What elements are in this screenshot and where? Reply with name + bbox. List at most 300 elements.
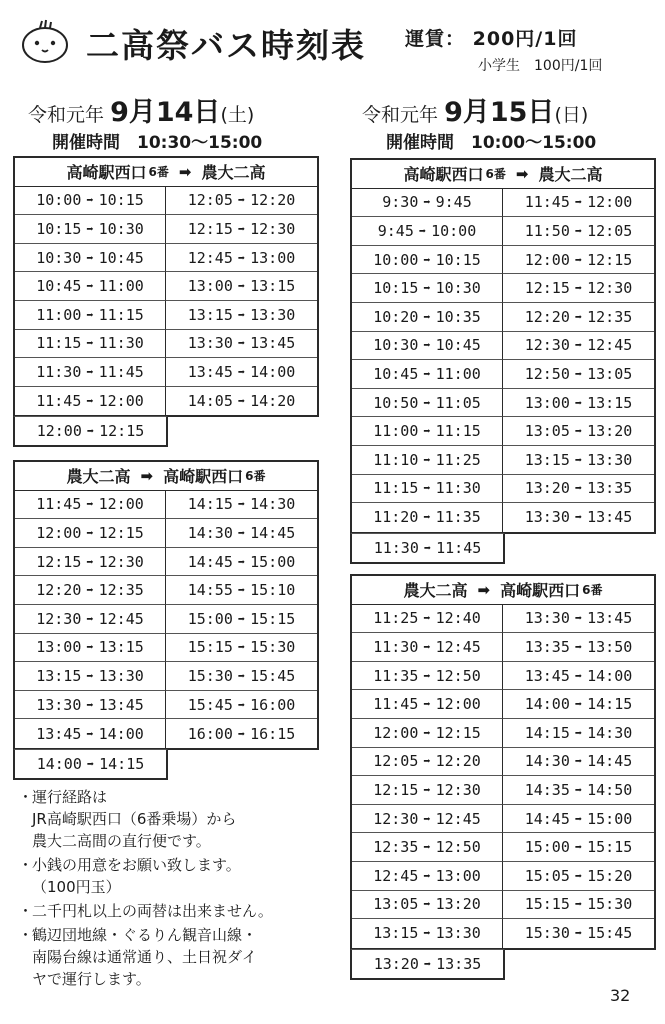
departure-arrival-cell [352, 891, 503, 920]
arrow-right-icon: ➡ [423, 195, 431, 210]
arrow-right-icon: ➡ [423, 639, 431, 654]
arrow-right-icon: ➡ [86, 394, 94, 409]
departure-arrival-cell [166, 330, 317, 359]
departure-arrival-cell [166, 387, 317, 416]
arrow-right-icon: ➡ [237, 221, 246, 236]
departure-arrival-cell [352, 748, 503, 777]
arrival-time: 10:30 [435, 279, 481, 298]
departure-arrival-cell [352, 605, 503, 634]
arrow-right-icon: ➡ [423, 697, 431, 712]
arrow-right-icon: ➡ [574, 195, 583, 210]
departure-arrival-cell [352, 833, 503, 862]
departure-arrival-cell [352, 217, 503, 246]
departure-time: 16:00 [187, 724, 233, 743]
departure-arrival-cell [503, 891, 654, 920]
departure-arrival-cell [352, 303, 503, 332]
arrow-right-icon: ➡ [237, 279, 246, 294]
arrow-right-icon: ➡ [86, 525, 94, 540]
arrow-right-icon: ➡ [423, 338, 431, 353]
departure-time: 12:30 [36, 609, 82, 628]
note-text: 小銭の用意をお願い致します。 （100円玉） [32, 856, 241, 896]
arrow-right-icon: ➡ [86, 336, 94, 351]
departure-time: 10:00 [373, 250, 419, 269]
departure-arrival-cell [166, 662, 317, 691]
arrow-right-icon: ➡ [86, 697, 94, 712]
departure-arrival-cell [503, 503, 654, 532]
arrow-right-icon: ➡ [574, 481, 583, 496]
arrow-right-icon: ➡ [574, 452, 583, 467]
arrival-time: 12:05 [587, 221, 633, 240]
arrival-time: 13:30 [98, 666, 144, 685]
arrival-time: 13:30 [250, 305, 296, 324]
departure-arrival-cell [15, 691, 166, 720]
departure-time: 13:35 [524, 637, 570, 656]
arrow-right-icon: ➡ [237, 640, 246, 655]
arrow-right-icon: ➡ [423, 510, 431, 525]
arrow-right-icon: ➡ [423, 424, 431, 439]
arrival-time: 12:30 [435, 780, 481, 799]
arrow-right-icon: ➡ [423, 668, 431, 683]
arrow-right-icon: ➡ [237, 554, 246, 569]
departure-arrival-cell [352, 805, 503, 834]
departure-time: 12:30 [524, 336, 570, 355]
arrow-right-icon: ➡ [423, 868, 431, 883]
arrival-time: 11:30 [98, 334, 144, 353]
departure-arrival-cell [503, 748, 654, 777]
departure-time: 15:00 [187, 609, 233, 628]
bullet: ・ [18, 926, 34, 944]
arrow-right-icon: ➡ [574, 366, 583, 381]
arrow-right-icon: ➡ [86, 640, 94, 655]
departure-arrival-cell [166, 691, 317, 720]
departure-arrival-cell [503, 662, 654, 691]
arrival-time: 12:50 [435, 666, 481, 685]
arrow-right-icon: ➡ [237, 668, 246, 683]
sun-hours: 開催時間 10:00～15:00 [386, 133, 597, 153]
departure-time: 10:45 [36, 277, 82, 296]
arrow-right-icon: ➡ [86, 424, 95, 439]
arrival-time: 15:45 [587, 924, 633, 943]
arrival-time: 14:00 [587, 666, 633, 685]
route-from: 農大二高 [403, 581, 468, 601]
arrow-right-icon: ➡ [574, 754, 583, 769]
arrival-time: 15:20 [587, 866, 633, 885]
arrow-right-icon: ➡ [423, 840, 431, 855]
departure-arrival-cell [503, 862, 654, 891]
departure-time: 12:05 [373, 752, 419, 771]
arrival-time: 11:45 [98, 362, 144, 381]
arrival-time: 12:30 [98, 552, 144, 571]
note-item [18, 924, 338, 990]
departure-arrival-cell [166, 215, 317, 244]
arrival-time: 13:45 [587, 508, 633, 527]
arrow-right-icon: ➡ [237, 697, 246, 712]
departure-arrival-cell [166, 187, 317, 216]
arrival-time: 11:25 [435, 450, 481, 469]
arrow-right-icon: ➡ [477, 580, 491, 599]
departure-arrival-cell [15, 301, 166, 330]
departure-arrival-cell [352, 719, 503, 748]
timetable-sun-return [350, 574, 656, 980]
arrow-right-icon: ➡ [423, 481, 431, 496]
departure-time: 11:20 [373, 508, 419, 527]
departure-arrival-cell [503, 446, 654, 475]
departure-arrival-cell [503, 919, 654, 948]
arrow-right-icon: ➡ [237, 583, 246, 598]
arrival-time: 13:20 [435, 895, 481, 914]
arrow-right-icon: ➡ [86, 279, 94, 294]
arrival-time: 10:45 [435, 336, 481, 355]
arrival-time: 12:40 [435, 609, 481, 628]
departure-time: 12:00 [373, 723, 419, 742]
departure-arrival-cell [15, 519, 166, 548]
departure-arrival-cell [166, 272, 317, 301]
arrival-time: 15:10 [250, 581, 296, 600]
arrow-right-icon: ➡ [515, 164, 529, 183]
note-item [18, 854, 338, 898]
arrival-time: 15:30 [587, 895, 633, 914]
departure-time: 14:30 [187, 523, 233, 542]
arrival-time: 15:30 [250, 638, 296, 657]
arrow-right-icon: ➡ [574, 424, 583, 439]
arrival-time: 11:00 [435, 364, 481, 383]
arrow-right-icon: ➡ [423, 366, 431, 381]
arrow-right-icon: ➡ [423, 452, 431, 467]
arrival-time: 14:45 [587, 752, 633, 771]
arrival-time: 16:15 [250, 724, 296, 743]
departure-arrival-cell [352, 417, 503, 446]
departure-time: 13:05 [373, 895, 419, 914]
departure-arrival-cell [503, 246, 654, 275]
departure-time: 15:15 [524, 895, 570, 914]
departure-time: 12:15 [524, 279, 570, 298]
arrow-right-icon: ➡ [423, 540, 432, 555]
arrow-right-icon: ➡ [574, 782, 583, 797]
route-to-platform: 6番 [245, 469, 266, 484]
arrow-right-icon: ➡ [574, 223, 583, 238]
arrival-time: 11:45 [436, 538, 482, 557]
departure-arrival-cell [503, 833, 654, 862]
departure-time: 11:30 [373, 538, 419, 557]
arrow-right-icon: ➡ [423, 956, 432, 971]
mascot-face-icon [20, 18, 70, 64]
departure-arrival-cell [503, 475, 654, 504]
departure-arrival-cell [352, 503, 503, 532]
arrival-time: 10:45 [98, 248, 144, 267]
arrival-time: 15:45 [250, 666, 296, 685]
departure-time: 15:30 [187, 666, 233, 685]
departure-arrival-cell [15, 215, 166, 244]
departure-time: 12:35 [373, 838, 419, 857]
route-header [352, 576, 654, 605]
arrow-right-icon: ➡ [423, 281, 431, 296]
route-from-platform: 6番 [485, 167, 506, 182]
departure-time: 12:30 [373, 809, 419, 828]
departure-time: 14:15 [524, 723, 570, 742]
arrow-right-icon: ➡ [574, 725, 583, 740]
arrow-right-icon: ➡ [423, 611, 431, 626]
arrival-time: 13:20 [587, 422, 633, 441]
arrival-time: 12:35 [587, 307, 633, 326]
note-text: 運行経路は JR高崎駅西口（6番乗場）から 農大二高間の直行便です。 [32, 788, 237, 850]
arrow-right-icon: ➡ [423, 252, 431, 267]
departure-time: 13:30 [524, 609, 570, 628]
departure-time: 13:20 [524, 479, 570, 498]
arrow-right-icon: ➡ [423, 811, 431, 826]
departure-time: 11:45 [36, 495, 82, 514]
departure-arrival-cell [352, 446, 503, 475]
departure-time: 15:15 [187, 638, 233, 657]
departure-time: 15:05 [524, 866, 570, 885]
arrow-right-icon: ➡ [574, 897, 583, 912]
departure-arrival-cell [352, 475, 503, 504]
timetable-grid [350, 158, 656, 534]
departure-time: 10:50 [373, 393, 419, 412]
arrow-right-icon: ➡ [574, 868, 583, 883]
departure-time: 13:30 [36, 695, 82, 714]
arrow-right-icon: ➡ [237, 497, 246, 512]
departure-arrival-cell [15, 330, 166, 359]
departure-arrival-cell [352, 332, 503, 361]
departure-arrival-cell [166, 358, 317, 387]
departure-arrival-cell [15, 605, 166, 634]
arrow-right-icon: ➡ [86, 726, 94, 741]
departure-time: 13:15 [187, 305, 233, 324]
arrow-right-icon: ➡ [86, 668, 94, 683]
departure-time: 13:15 [373, 924, 419, 943]
arrival-time: 15:00 [587, 809, 633, 828]
departure-time: 13:00 [187, 277, 233, 296]
departure-arrival-cell [352, 919, 503, 948]
arrow-right-icon: ➡ [237, 307, 246, 322]
departure-time: 14:45 [524, 809, 570, 828]
route-from: 農大二高 [66, 467, 131, 487]
arrival-time: 13:00 [250, 248, 296, 267]
arrow-right-icon: ➡ [423, 725, 431, 740]
departure-time: 10:45 [373, 364, 419, 383]
arrow-right-icon: ➡ [574, 611, 583, 626]
arrival-time: 13:15 [250, 277, 296, 296]
arrival-time: 13:15 [587, 393, 633, 412]
note-text: 二千円札以上の両替は出来ません。 [32, 902, 273, 920]
arrival-time: 13:30 [587, 450, 633, 469]
arrival-time: 16:00 [250, 695, 296, 714]
arrow-right-icon: ➡ [86, 583, 94, 598]
sat-date: 令和元年 9月14日(土) [28, 97, 255, 128]
departure-arrival-cell [166, 605, 317, 634]
arrow-right-icon: ➡ [574, 811, 583, 826]
departure-arrival-cell [166, 634, 317, 663]
arrival-time: 12:00 [435, 695, 481, 714]
departure-time: 13:30 [187, 334, 233, 353]
arrow-right-icon: ➡ [86, 364, 94, 379]
arrival-time: 13:45 [587, 609, 633, 628]
arrow-right-icon: ➡ [178, 162, 192, 181]
departure-time: 10:20 [373, 307, 419, 326]
departure-time: 14:00 [36, 754, 82, 773]
arrow-right-icon: ➡ [574, 309, 583, 324]
route-from: 高崎駅西口 [403, 165, 484, 185]
departure-arrival-cell [15, 548, 166, 577]
route-to-platform: 6番 [582, 583, 603, 598]
arrival-time: 11:15 [98, 305, 144, 324]
departure-arrival-cell [166, 519, 317, 548]
arrow-right-icon: ➡ [423, 395, 431, 410]
route-from: 高崎駅西口 [66, 163, 147, 183]
arrow-right-icon: ➡ [574, 697, 583, 712]
departure-arrival-cell [166, 719, 317, 748]
arrival-time: 12:00 [98, 392, 144, 411]
timetable-sun-outbound [350, 158, 656, 564]
departure-arrival-cell [352, 862, 503, 891]
departure-time: 13:45 [187, 362, 233, 381]
arrow-right-icon: ➡ [237, 394, 246, 409]
departure-time: 14:35 [524, 780, 570, 799]
arrow-right-icon: ➡ [423, 926, 431, 941]
departure-time: 11:35 [373, 666, 419, 685]
fare-adult: 運賃： 200円/1回 [405, 28, 578, 50]
arrow-right-icon: ➡ [86, 221, 94, 236]
arrow-right-icon: ➡ [237, 525, 246, 540]
arrival-time: 13:45 [250, 334, 296, 353]
arrow-right-icon: ➡ [86, 193, 94, 208]
departure-arrival-cell [352, 360, 503, 389]
departure-arrival-cell [166, 576, 317, 605]
departure-arrival-cell [352, 389, 503, 418]
departure-time: 12:05 [187, 191, 233, 210]
bullet: ・ [18, 902, 34, 920]
arrow-right-icon: ➡ [418, 223, 427, 238]
extra-departure-row [13, 749, 168, 780]
note-text: 鶴辺団地線・ぐるりん観音山線・ 南陽台線は通常通り、土日祝ダイ ヤで運行します。 [32, 926, 258, 988]
departure-time: 14:00 [524, 695, 570, 714]
arrival-time: 10:15 [98, 191, 144, 210]
departure-time: 12:00 [524, 250, 570, 269]
departure-arrival-cell [15, 576, 166, 605]
timetable-grid [13, 460, 319, 750]
arrival-time: 10:35 [435, 307, 481, 326]
extra-departure-row [350, 533, 505, 564]
departure-time: 14:05 [187, 392, 233, 411]
route-to: 農大二高 [538, 165, 603, 185]
route-to: 農大二高 [201, 163, 266, 183]
departure-time: 12:45 [373, 866, 419, 885]
departure-time: 10:30 [373, 336, 419, 355]
departure-time: 12:45 [187, 248, 233, 267]
departure-time: 11:00 [36, 305, 82, 324]
departure-time: 15:00 [524, 838, 570, 857]
arrival-time: 12:15 [98, 523, 144, 542]
departure-time: 11:10 [373, 450, 419, 469]
departure-time: 10:30 [36, 248, 82, 267]
departure-arrival-cell [503, 719, 654, 748]
arrival-time: 12:45 [435, 637, 481, 656]
arrival-time: 12:50 [435, 838, 481, 857]
departure-time: 13:15 [36, 666, 82, 685]
note-item [18, 900, 338, 922]
arrival-time: 9:45 [435, 193, 472, 212]
departure-arrival-cell [352, 690, 503, 719]
departure-arrival-cell [503, 690, 654, 719]
page-number: 32 [610, 986, 631, 1005]
arrival-time: 13:50 [587, 637, 633, 656]
departure-time: 11:30 [36, 362, 82, 381]
arrow-right-icon: ➡ [574, 338, 583, 353]
arrival-time: 10:00 [431, 221, 477, 240]
arrival-time: 12:45 [587, 336, 633, 355]
arrival-time: 14:45 [250, 523, 296, 542]
departure-time: 13:15 [524, 450, 570, 469]
arrival-time: 14:30 [250, 495, 296, 514]
arrival-time: 11:05 [435, 393, 481, 412]
arrival-time: 12:45 [435, 809, 481, 828]
sun-date: 令和元年 9月15日(日) [362, 97, 589, 128]
arrow-right-icon: ➡ [574, 395, 583, 410]
route-to: 高崎駅西口 [163, 467, 244, 487]
route-header [15, 158, 317, 187]
departure-arrival-cell [15, 244, 166, 273]
arrow-right-icon: ➡ [574, 252, 583, 267]
arrival-time: 14:00 [250, 362, 296, 381]
departure-time: 13:00 [524, 393, 570, 412]
arrow-right-icon: ➡ [423, 897, 431, 912]
departure-arrival-cell [166, 301, 317, 330]
arrow-right-icon: ➡ [237, 193, 246, 208]
arrival-time: 10:15 [435, 250, 481, 269]
arrival-time: 12:20 [435, 752, 481, 771]
arrow-right-icon: ➡ [423, 782, 431, 797]
arrival-time: 15:15 [250, 609, 296, 628]
departure-time: 12:50 [524, 364, 570, 383]
departure-arrival-cell [503, 303, 654, 332]
arrow-right-icon: ➡ [237, 364, 246, 379]
departure-arrival-cell [352, 274, 503, 303]
arrival-time: 12:15 [99, 422, 145, 441]
departure-time: 14:55 [187, 581, 233, 600]
departure-time: 11:45 [36, 392, 82, 411]
arrow-right-icon: ➡ [237, 250, 246, 265]
extra-departure-row [13, 416, 168, 447]
departure-time: 15:45 [187, 695, 233, 714]
extra-departure-row [350, 949, 505, 980]
arrival-time: 13:45 [98, 695, 144, 714]
departure-arrival-cell [503, 633, 654, 662]
arrival-time: 12:20 [250, 191, 296, 210]
departure-time: 10:15 [36, 219, 82, 238]
departure-time: 14:15 [187, 495, 233, 514]
departure-arrival-cell [503, 360, 654, 389]
departure-arrival-cell [15, 719, 166, 748]
arrow-right-icon: ➡ [237, 611, 246, 626]
departure-time: 11:45 [373, 695, 419, 714]
arrow-right-icon: ➡ [86, 250, 94, 265]
arrival-time: 14:15 [587, 695, 633, 714]
arrival-time: 13:30 [435, 924, 481, 943]
departure-time: 13:45 [36, 724, 82, 743]
departure-time: 10:15 [373, 279, 419, 298]
arrival-time: 13:35 [587, 479, 633, 498]
arrival-time: 11:30 [435, 479, 481, 498]
arrival-time: 12:30 [587, 279, 633, 298]
route-from-platform: 6番 [148, 165, 169, 180]
arrow-right-icon: ➡ [574, 840, 583, 855]
departure-time: 12:20 [36, 581, 82, 600]
arrow-right-icon: ➡ [86, 497, 94, 512]
departure-time: 14:45 [187, 552, 233, 571]
arrow-right-icon: ➡ [574, 281, 583, 296]
departure-time: 11:45 [524, 193, 570, 212]
departure-time: 9:30 [382, 193, 419, 212]
